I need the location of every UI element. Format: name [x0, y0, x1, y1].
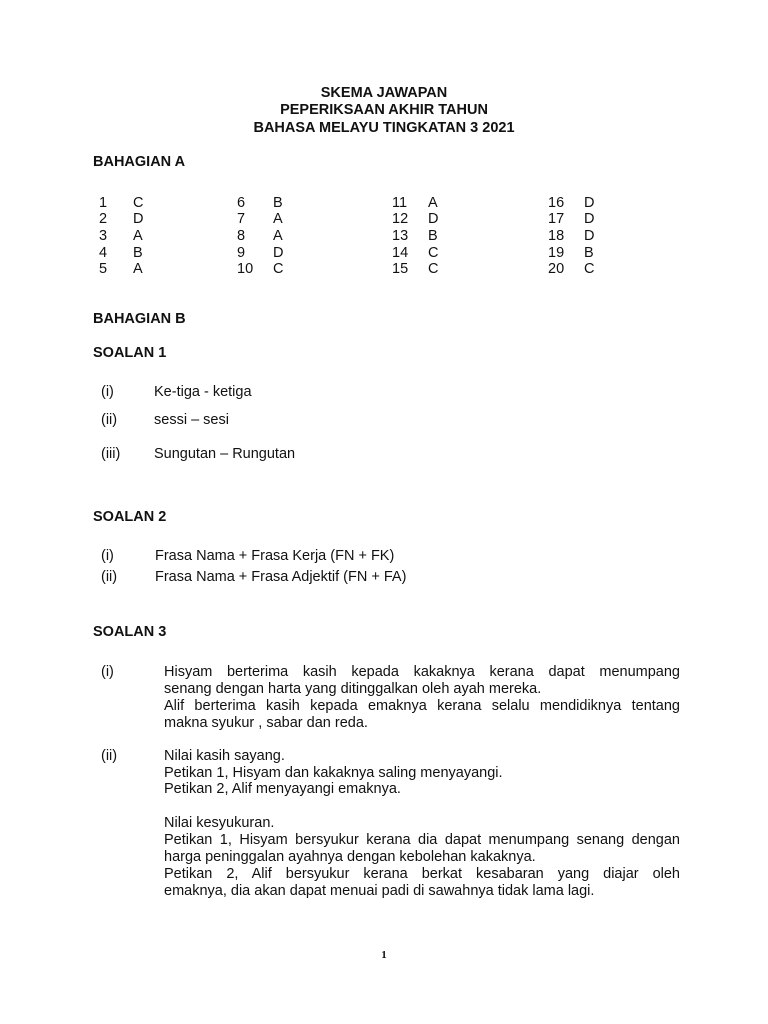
- item-label: (ii): [101, 412, 118, 428]
- answer-line: emaknya, dia akan dapat menuai padi di sawahnya tidak lama lagi.: [164, 883, 595, 899]
- answer-line: Petikan 2, Alif menyayangi emaknya.: [164, 781, 401, 797]
- answer-letter: B: [133, 245, 143, 261]
- title-line-3: BAHASA MELAYU TINGKATAN 3 2021: [253, 120, 515, 136]
- answer-letter: D: [273, 245, 284, 261]
- answer-line: senang dengan harta yang ditinggalkan oleh ayah mereka.: [164, 681, 542, 697]
- item-text: Frasa Nama + Frasa Kerja (FN + FK): [155, 548, 395, 564]
- answer-line: Alif berterima kasih kepada emaknya kerana selalu mendidiknya tentang: [164, 698, 680, 714]
- answer-letter: C: [428, 261, 439, 277]
- answer-line: Petikan 1, Hisyam dan kakaknya saling menyayangi.: [164, 765, 503, 781]
- answer-number: 3: [99, 228, 108, 244]
- answer-letter: D: [584, 195, 595, 211]
- answer-letter: A: [428, 195, 438, 211]
- answer-letter: D: [428, 211, 439, 227]
- title-line-1: SKEMA JAWAPAN: [320, 85, 448, 101]
- answer-number: 14: [392, 245, 409, 261]
- answer-letter: C: [428, 245, 439, 261]
- answer-line: Petikan 1, Hisyam bersyukur kerana dia dapat menumpang senang dengan: [164, 832, 680, 848]
- answer-number: 10: [237, 261, 254, 277]
- answer-letter: A: [273, 211, 283, 227]
- answer-line: Hisyam berterima kasih kepada kakaknya kerana dapat menumpang: [164, 664, 680, 680]
- answer-letter: B: [273, 195, 283, 211]
- answer-number: 15: [392, 261, 409, 277]
- soalan-1-heading: SOALAN 1: [93, 345, 167, 361]
- soalan-2-heading: SOALAN 2: [93, 509, 167, 525]
- answer-number: 18: [548, 228, 565, 244]
- answer-line: Petikan 2, Alif bersyukur kerana berkat kesabaran yang diajar oleh: [164, 866, 680, 882]
- answer-letter: C: [584, 261, 595, 277]
- answer-number: 1: [99, 195, 108, 211]
- answer-line: harga peninggalan ayahnya dengan kebolehan kakaknya.: [164, 849, 536, 865]
- title-line-2: PEPERIKSAAN AKHIR TAHUN: [280, 102, 488, 118]
- answer-number: 5: [99, 261, 108, 277]
- item-label: (i): [101, 384, 114, 400]
- item-label: (iii): [101, 446, 121, 462]
- answer-number: 16: [548, 195, 565, 211]
- item-text: Ke-tiga - ketiga: [154, 384, 252, 400]
- answer-number: 13: [392, 228, 409, 244]
- answer-letter: D: [584, 228, 595, 244]
- item-text: sessi – sesi: [154, 412, 229, 428]
- answer-line: makna syukur , sabar dan reda.: [164, 715, 368, 731]
- item-text: Sungutan – Rungutan: [154, 446, 296, 462]
- answer-letter: A: [273, 228, 283, 244]
- answer-number: 9: [237, 245, 246, 261]
- answer-letter: D: [133, 211, 144, 227]
- answer-letter: A: [133, 261, 143, 277]
- item-label: (ii): [101, 748, 118, 764]
- answer-line: Nilai kasih sayang.: [164, 748, 285, 764]
- answer-number: 11: [392, 195, 408, 211]
- answer-number: 12: [392, 211, 409, 227]
- answer-number: 7: [237, 211, 246, 227]
- answer-number: 6: [237, 195, 246, 211]
- answer-number: 19: [548, 245, 565, 261]
- page-number: 1: [381, 949, 387, 961]
- answer-number: 8: [237, 228, 246, 244]
- bahagian-b-heading: BAHAGIAN B: [93, 311, 186, 327]
- answer-number: 2: [99, 211, 108, 227]
- item-label: (ii): [101, 569, 118, 585]
- answer-line: Nilai kesyukuran.: [164, 815, 275, 831]
- item-label: (i): [101, 548, 114, 564]
- answer-number: 17: [548, 211, 565, 227]
- answer-letter: A: [133, 228, 143, 244]
- answer-letter: B: [428, 228, 438, 244]
- answer-letter: C: [273, 261, 284, 277]
- answer-letter: D: [584, 211, 595, 227]
- answer-number: 4: [99, 245, 108, 261]
- answer-letter: B: [584, 245, 594, 261]
- answer-letter: C: [133, 195, 144, 211]
- bahagian-a-heading: BAHAGIAN A: [93, 154, 186, 170]
- soalan-3-heading: SOALAN 3: [93, 624, 167, 640]
- item-text: Frasa Nama + Frasa Adjektif (FN + FA): [155, 569, 407, 585]
- answer-number: 20: [548, 261, 565, 277]
- item-label: (i): [101, 664, 114, 680]
